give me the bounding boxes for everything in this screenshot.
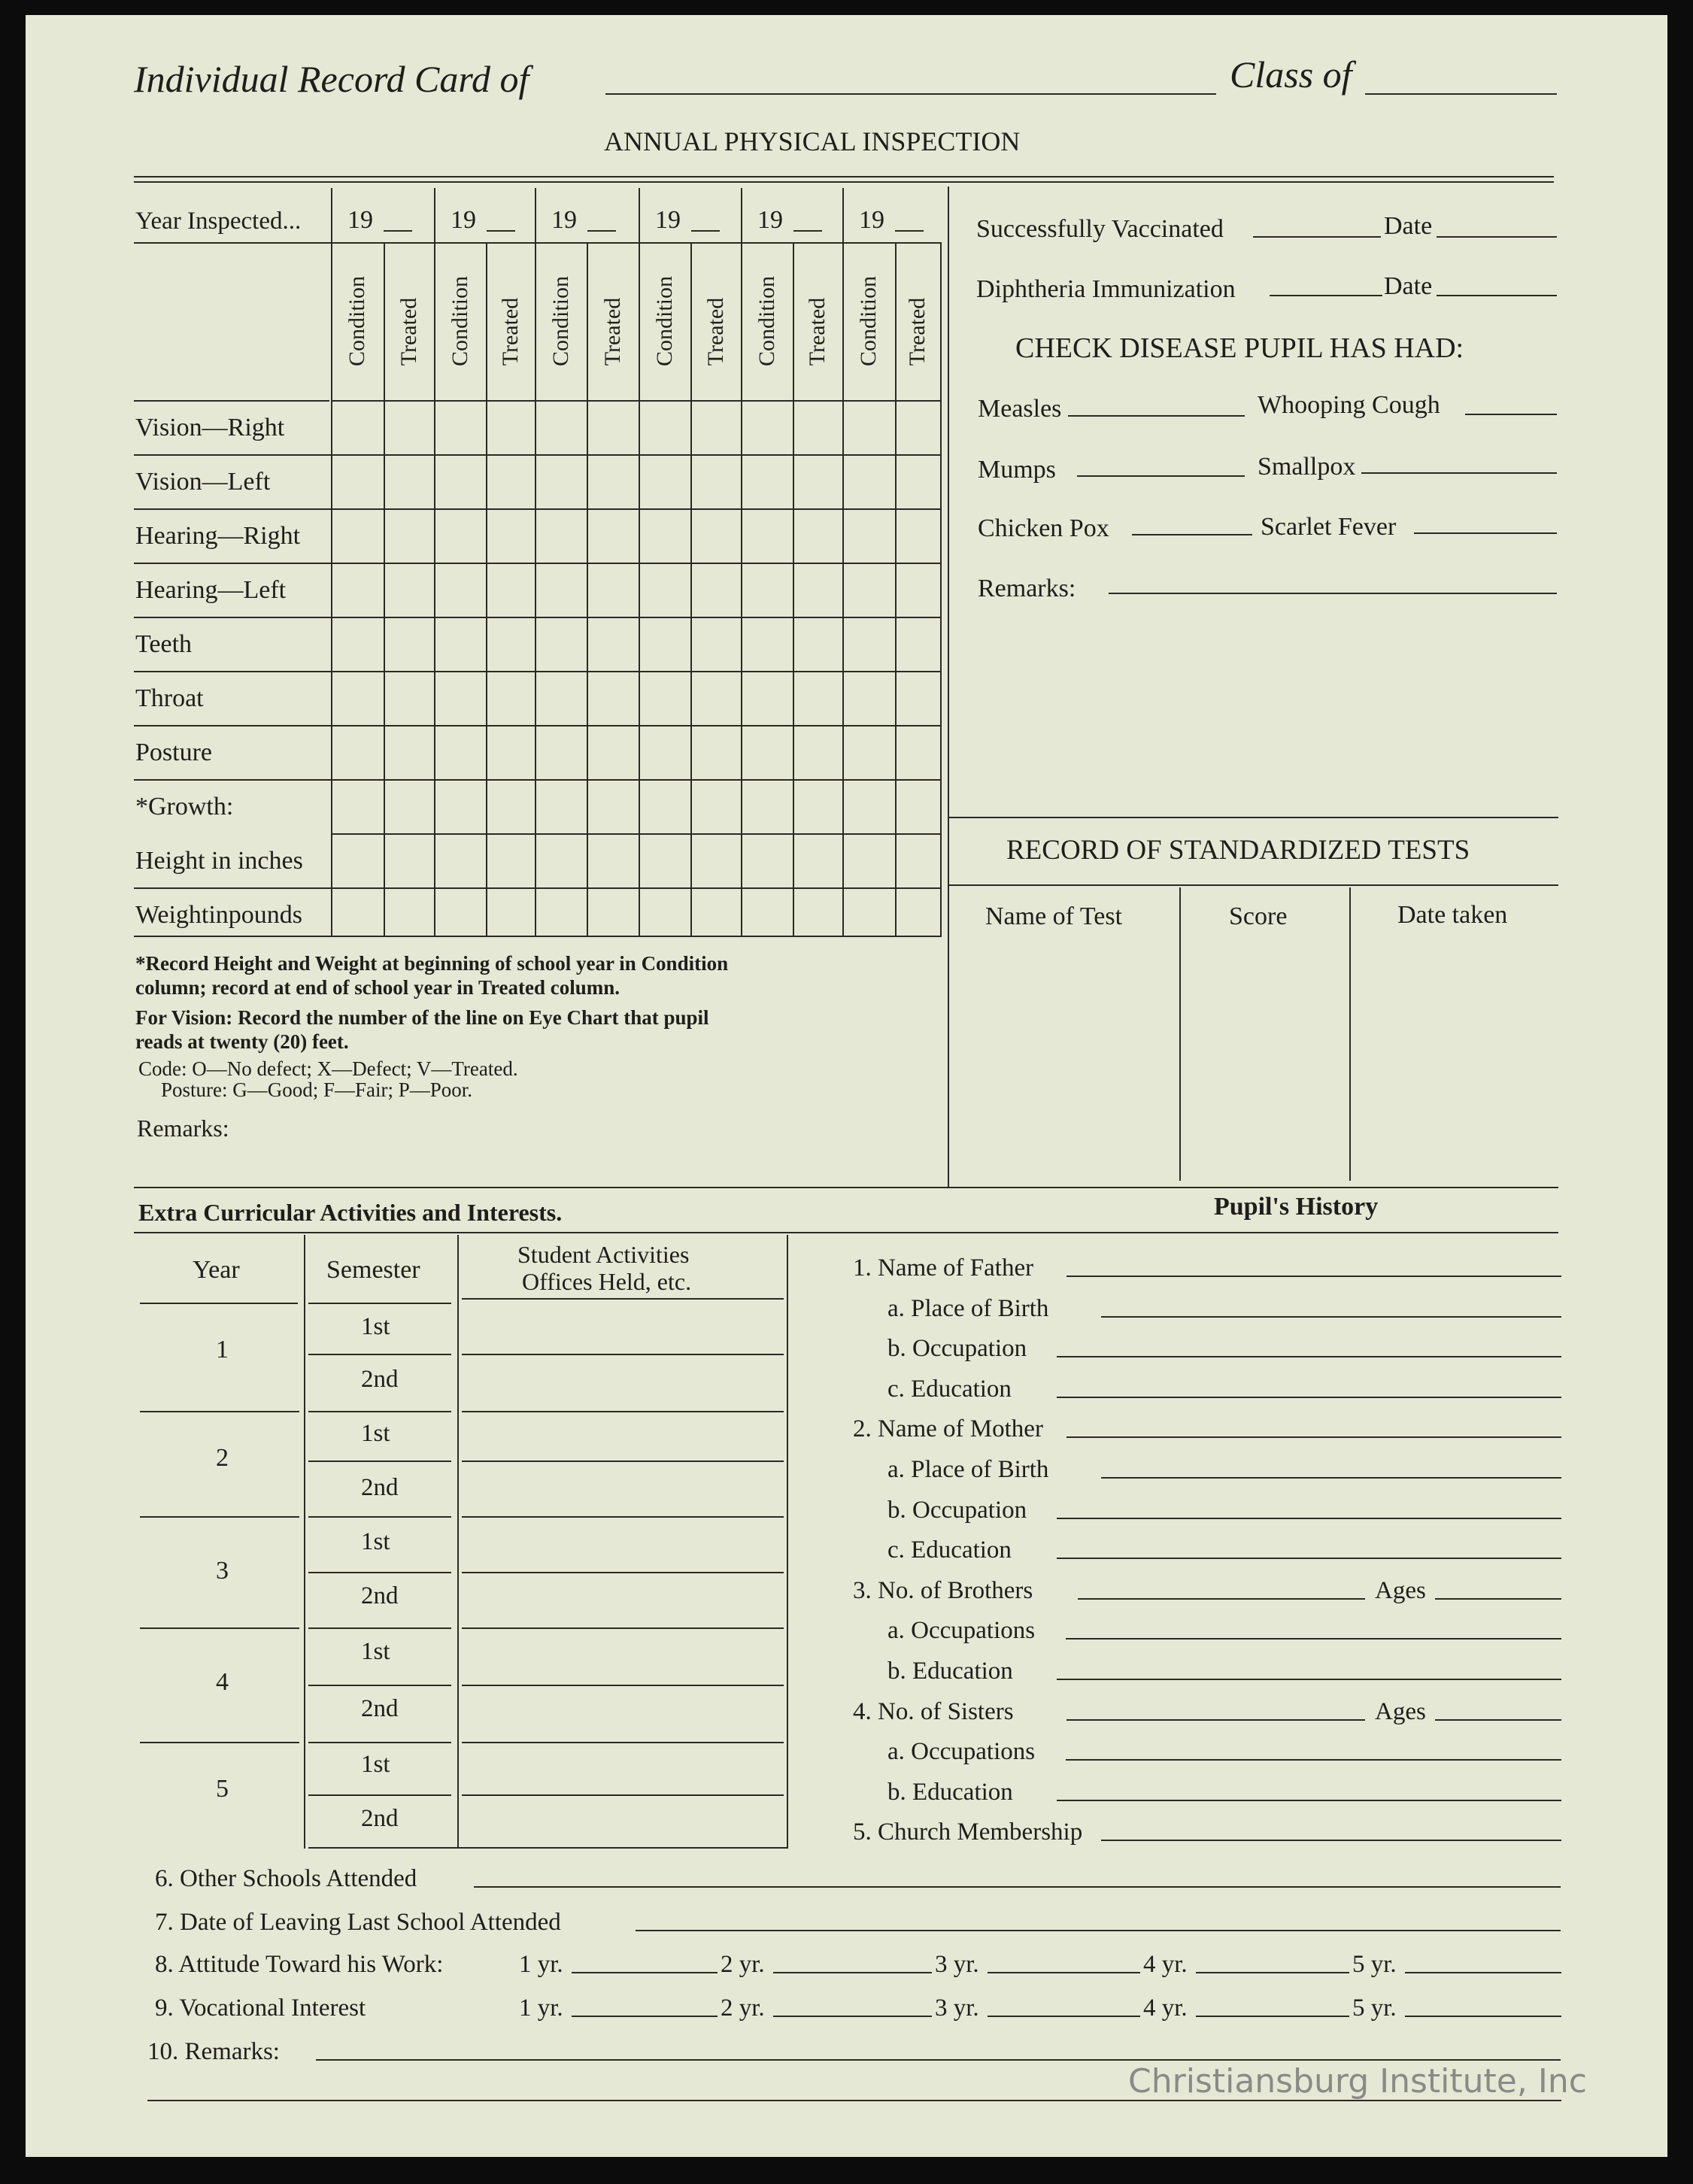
history-item: a. Occupations — [887, 1738, 1036, 1765]
history-item: 2. Name of Mother — [853, 1415, 1043, 1442]
activity-year: 5 — [216, 1775, 229, 1803]
grid-line — [384, 242, 385, 936]
year-prefix: 19 — [451, 206, 476, 234]
table-line — [308, 1516, 451, 1518]
treated-header: Treated — [599, 297, 625, 366]
tests-col-date: Date taken — [1397, 901, 1508, 929]
tests-heading: RECORD OF STANDARDIZED TESTS — [1006, 835, 1470, 866]
treated-header: Treated — [497, 297, 523, 366]
condition-header: Condition — [754, 276, 779, 367]
attitude-label: 8. Attitude Toward his Work: — [155, 1951, 444, 1978]
treated-header: Treated — [905, 297, 930, 366]
table-line — [140, 1627, 299, 1629]
semester-label: 1st — [361, 1528, 390, 1555]
semester-label: 2nd — [361, 1695, 399, 1722]
year-prefix: 19 — [757, 206, 783, 234]
table-line — [308, 1572, 451, 1573]
tests-column-divider — [1179, 887, 1181, 1181]
col-semester: Semester — [326, 1256, 420, 1284]
year-line[interactable] — [384, 230, 412, 232]
year-prefix: 19 — [859, 206, 884, 234]
history-line[interactable] — [1057, 1558, 1561, 1559]
yr-label: 1 yr. — [519, 1994, 563, 2022]
semester-label: 2nd — [361, 1366, 399, 1393]
tests-column-divider — [1349, 887, 1351, 1181]
history-line[interactable] — [1066, 1759, 1561, 1761]
yr-line[interactable] — [1405, 2016, 1561, 2017]
final-remarks-line[interactable] — [316, 2059, 1561, 2061]
divider — [134, 1187, 1558, 1188]
activity-entry-line[interactable] — [462, 1354, 784, 1355]
history-line[interactable] — [1078, 1598, 1365, 1600]
history-item: a. Occupations — [887, 1617, 1036, 1644]
year-prefix: 19 — [551, 206, 577, 234]
name-line[interactable] — [605, 93, 1216, 95]
physical-row-label: Throat — [135, 684, 204, 712]
final-remarks-label: 10. Remarks: — [147, 2038, 280, 2065]
ages-label: Ages — [1375, 1577, 1426, 1604]
physical-row-label: Height in inches — [135, 847, 303, 875]
year-line[interactable] — [895, 230, 924, 232]
class-line[interactable] — [1365, 93, 1557, 95]
disease-whooping-cough: Whooping Cough — [1258, 391, 1440, 419]
history-item: c. Education — [887, 1536, 1012, 1564]
divider — [134, 176, 1554, 177]
history-line[interactable] — [1101, 1316, 1562, 1318]
year-line[interactable] — [691, 230, 720, 232]
yr-label: 5 yr. — [1352, 1951, 1397, 1978]
col-activities: Offices Held, etc. — [522, 1268, 692, 1295]
semester-label: 1st — [361, 1420, 390, 1447]
divider — [949, 817, 1558, 818]
vaccinated-label: Successfully Vaccinated — [976, 215, 1224, 243]
divider — [948, 187, 949, 1187]
grid-line — [535, 242, 536, 936]
activity-year: 2 — [216, 1444, 229, 1472]
measles-line[interactable] — [1068, 415, 1245, 417]
physical-row-label: Hearing—Right — [135, 522, 301, 550]
table-line — [462, 1298, 784, 1300]
mumps-line[interactable] — [1077, 475, 1245, 477]
col-year: Year — [193, 1256, 240, 1284]
ages-label: Ages — [1375, 1698, 1426, 1725]
grid-line — [690, 242, 692, 936]
semester-label: 1st — [361, 1751, 390, 1778]
disease-heading: CHECK DISEASE PUPIL HAS HAD: — [1015, 332, 1464, 364]
date-leaving-label: 7. Date of Leaving Last School Attended — [155, 1909, 561, 1936]
history-heading: Pupil's History — [1214, 1193, 1379, 1221]
physical-row-label: Posture — [135, 739, 212, 766]
table-line — [308, 1685, 451, 1686]
activity-entry-line[interactable] — [462, 1572, 784, 1573]
note-line: For Vision: Record the number of the line on Eye Chart that pupil — [135, 1006, 709, 1029]
table-line — [787, 1235, 788, 1849]
year-line[interactable] — [587, 230, 616, 232]
activity-entry-line[interactable] — [462, 1461, 784, 1462]
physical-row-label: *Growth: — [135, 793, 234, 821]
table-line — [304, 1235, 305, 1849]
grid-line — [331, 833, 942, 835]
diphtheria-date-line[interactable] — [1437, 295, 1557, 296]
activity-entry-line[interactable] — [462, 1742, 784, 1743]
note-line: reads at twenty (20) feet. — [135, 1030, 349, 1053]
activity-entry-line[interactable] — [462, 1794, 784, 1796]
physical-row-label: Teeth — [135, 630, 193, 658]
year-line[interactable] — [793, 230, 822, 232]
grid-line — [134, 454, 942, 456]
grid-line — [639, 242, 640, 936]
condition-header: Condition — [651, 276, 677, 367]
divider — [535, 188, 536, 242]
grid-line — [134, 725, 942, 726]
disease-mumps: Mumps — [978, 456, 1056, 484]
treated-header: Treated — [805, 297, 830, 366]
condition-header: Condition — [344, 276, 369, 367]
history-line[interactable] — [1057, 1679, 1561, 1680]
divider — [949, 884, 1558, 886]
immunization-remarks-label: Remarks: — [978, 575, 1076, 602]
divider — [134, 1232, 1558, 1233]
history-line[interactable] — [1101, 1477, 1562, 1479]
activity-entry-line[interactable] — [462, 1627, 784, 1629]
yr-label: 3 yr. — [935, 1994, 979, 2022]
disease-scarlet-fever: Scarlet Fever — [1261, 513, 1397, 541]
grid-line — [134, 779, 942, 781]
physical-row-label: Vision—Left — [135, 468, 271, 496]
grid-line — [940, 242, 942, 936]
history-item: 1. Name of Father — [853, 1254, 1034, 1282]
yr-line[interactable] — [988, 1972, 1140, 1973]
grid-line — [134, 671, 942, 672]
table-line — [308, 1411, 451, 1412]
tests-col-score: Score — [1229, 902, 1288, 930]
grid-line — [434, 242, 435, 936]
divider — [134, 181, 1554, 183]
table-line — [308, 1627, 451, 1629]
class-label: Class of — [1230, 53, 1352, 96]
diphtheria-label: Diphtheria Immunization — [976, 275, 1236, 303]
table-line — [308, 1794, 451, 1796]
history-item: a. Place of Birth — [887, 1295, 1049, 1322]
divider — [134, 242, 940, 244]
treated-header: Treated — [702, 297, 728, 366]
yr-line[interactable] — [1196, 1972, 1349, 1973]
semester-label: 2nd — [361, 1474, 399, 1501]
history-item: b. Education — [887, 1658, 1013, 1685]
condition-header: Condition — [447, 276, 472, 367]
vaccinated-date-line[interactable] — [1437, 236, 1557, 238]
history-item: 3. No. of Brothers — [853, 1577, 1033, 1604]
grid-line — [134, 617, 942, 618]
table-line — [140, 1742, 299, 1743]
history-line[interactable] — [1057, 1518, 1561, 1519]
semester-label: 1st — [361, 1313, 390, 1340]
immunization-remarks-line[interactable] — [1109, 593, 1557, 594]
yr-line[interactable] — [1196, 2016, 1349, 2017]
physical-row-label: Vision—Right — [135, 414, 285, 441]
grid-line — [486, 242, 487, 936]
other-schools-label: 6. Other Schools Attended — [155, 1865, 417, 1892]
activity-entry-line[interactable] — [462, 1516, 784, 1518]
yr-label: 4 yr. — [1143, 1951, 1188, 1978]
vocational-label: 9. Vocational Interest — [155, 1994, 366, 2022]
note-line: column; record at end of school year in Treated column. — [135, 976, 620, 999]
whooping-cough-line[interactable] — [1465, 414, 1557, 415]
year-prefix: 19 — [655, 206, 681, 234]
date-label: Date — [1384, 212, 1433, 240]
activity-year: 3 — [216, 1557, 229, 1585]
grid-line — [741, 242, 742, 936]
history-item: a. Place of Birth — [887, 1456, 1049, 1483]
history-line[interactable] — [1101, 1840, 1561, 1841]
yr-label: 1 yr. — [519, 1951, 563, 1978]
yr-line[interactable] — [773, 2016, 932, 2017]
divider — [331, 188, 332, 242]
card-title: Individual Record Card of — [134, 58, 529, 100]
activity-year: 4 — [216, 1668, 229, 1696]
year-inspected-label: Year Inspected... — [135, 208, 302, 235]
other-schools-line[interactable] — [474, 1886, 1561, 1888]
history-line[interactable] — [1066, 1638, 1561, 1640]
yr-label: 2 yr. — [721, 1994, 765, 2022]
history-item: b. Occupation — [887, 1335, 1027, 1362]
smallpox-line[interactable] — [1361, 472, 1557, 474]
diphtheria-line[interactable] — [1270, 295, 1382, 296]
physical-remarks-label: Remarks: — [137, 1115, 229, 1142]
table-line — [140, 1411, 299, 1412]
table-line — [308, 1461, 451, 1462]
yr-line[interactable] — [773, 1972, 932, 1973]
table-line — [140, 1303, 298, 1304]
history-line[interactable] — [1066, 1436, 1562, 1438]
code-note: Code: O—No defect; X—Defect; V—Treated. — [138, 1057, 518, 1080]
grid-line — [134, 936, 942, 937]
chicken-pox-line[interactable] — [1132, 534, 1252, 535]
col-activities: Student Activities — [517, 1241, 690, 1268]
history-item: b. Education — [887, 1779, 1013, 1806]
note-line: *Record Height and Weight at beginning of school year in Condition — [135, 952, 729, 975]
physical-row-label: Weightinpounds — [135, 901, 303, 929]
grid-line — [587, 242, 588, 936]
activity-entry-line[interactable] — [462, 1685, 784, 1686]
grid-line — [134, 508, 942, 510]
divider — [434, 188, 435, 242]
yr-label: 3 yr. — [935, 1951, 979, 1978]
history-line[interactable] — [1066, 1276, 1562, 1277]
grid-line — [331, 242, 332, 936]
history-item: b. Occupation — [887, 1497, 1027, 1524]
semester-label: 2nd — [361, 1805, 399, 1832]
divider — [134, 400, 329, 402]
grid-line — [895, 242, 897, 936]
disease-smallpox: Smallpox — [1258, 453, 1356, 481]
yr-line[interactable] — [1405, 1972, 1561, 1973]
yr-label: 2 yr. — [721, 1951, 765, 1978]
divider — [639, 188, 640, 242]
disease-chicken-pox: Chicken Pox — [978, 514, 1109, 542]
semester-label: 2nd — [361, 1582, 399, 1609]
grid-line — [842, 242, 844, 936]
table-line — [457, 1235, 459, 1849]
ages-line[interactable] — [1435, 1719, 1561, 1721]
activity-year: 1 — [216, 1336, 229, 1363]
grid-line — [134, 887, 942, 889]
table-line — [308, 1354, 451, 1355]
grid-line — [793, 242, 794, 936]
history-line[interactable] — [1066, 1719, 1366, 1721]
disease-measles: Measles — [978, 395, 1062, 423]
yr-line[interactable] — [572, 1972, 718, 1973]
physical-row-label: Hearing—Left — [135, 576, 287, 604]
year-prefix: 19 — [347, 206, 373, 234]
treated-header: Treated — [396, 297, 421, 366]
history-line[interactable] — [1057, 1356, 1561, 1357]
history-line[interactable] — [1057, 1397, 1561, 1398]
history-item: 4. No. of Sisters — [853, 1698, 1014, 1725]
year-line[interactable] — [487, 230, 515, 232]
date-leaving-line[interactable] — [636, 1930, 1561, 1931]
vaccinated-line[interactable] — [1253, 236, 1381, 238]
table-line — [308, 1847, 788, 1849]
tests-col-name: Name of Test — [985, 902, 1123, 930]
table-line — [308, 1303, 451, 1304]
history-item: 5. Church Membership — [853, 1818, 1083, 1846]
divider — [842, 188, 844, 242]
posture-note: Posture: G—Good; F—Fair; P—Poor. — [161, 1078, 473, 1101]
activities-heading: Extra Curricular Activities and Interests. — [138, 1199, 563, 1226]
yr-label: 4 yr. — [1143, 1994, 1188, 2022]
scarlet-fever-line[interactable] — [1414, 532, 1557, 534]
table-line — [140, 1516, 299, 1518]
yr-line[interactable] — [988, 2016, 1140, 2017]
condition-header: Condition — [856, 276, 881, 367]
history-item: c. Education — [887, 1376, 1012, 1403]
history-line[interactable] — [1057, 1800, 1561, 1801]
watermark: Christiansburg Institute, Inc — [1128, 2062, 1587, 2101]
yr-line[interactable] — [572, 2016, 718, 2017]
divider — [741, 188, 742, 242]
grid-line — [134, 563, 942, 564]
date-label: Date — [1384, 272, 1433, 300]
table-line — [308, 1742, 451, 1743]
card-subtitle: ANNUAL PHYSICAL INSPECTION — [604, 126, 1021, 156]
condition-header: Condition — [548, 276, 573, 367]
ages-line[interactable] — [1435, 1598, 1561, 1600]
yr-label: 5 yr. — [1352, 1994, 1397, 2022]
grid-line — [331, 400, 942, 402]
semester-label: 1st — [361, 1638, 390, 1665]
activity-entry-line[interactable] — [462, 1411, 784, 1412]
